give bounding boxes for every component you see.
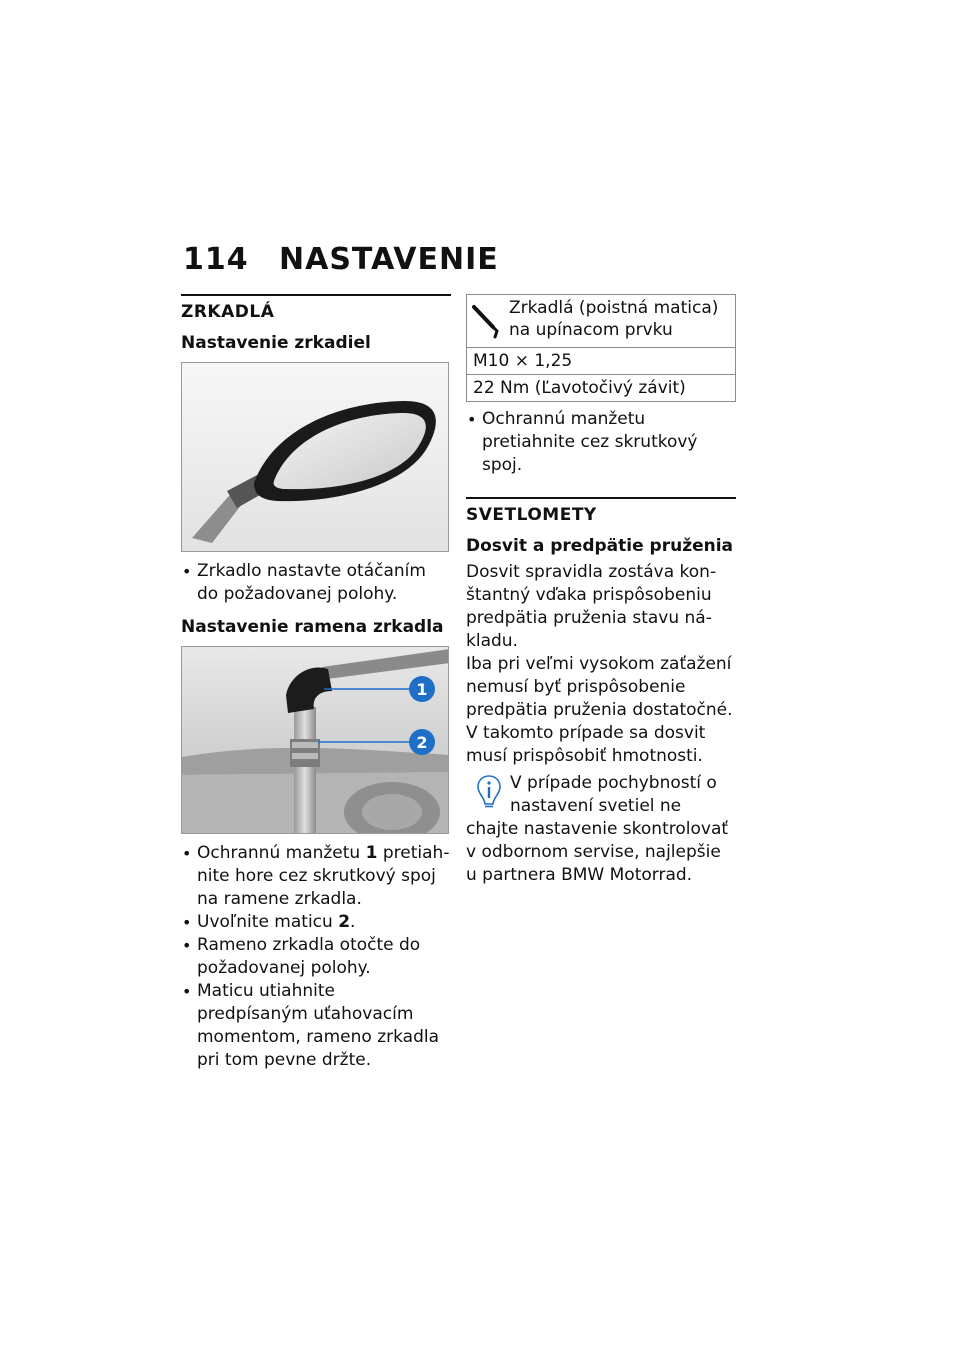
info-note <box>466 772 736 887</box>
note-lead-text: V prípade pochybností o nastavení svetiel ne <box>510 773 717 816</box>
callout-1-label: 1 <box>416 680 428 699</box>
mirror-arm-illustration <box>182 647 449 834</box>
spec-label: Zrkadlá (poistná matica) na upínacom prvku <box>505 295 736 348</box>
left-column <box>181 294 451 1082</box>
mirror-photo <box>181 362 449 552</box>
torque-spec-table <box>466 294 736 402</box>
section-title-mirrors: ZRKADLÁ <box>181 294 451 322</box>
page-number: 114 <box>183 242 249 277</box>
subtitle-mirror-adjust: Nastavenie zrkadiel <box>181 333 371 353</box>
page-header <box>183 242 499 277</box>
list-item: • Maticu utiahnite predpísaným uťahovacím momentom, rameno zrkadla pri tom pevne držte. <box>181 980 451 1072</box>
arm-adjust-steps <box>181 842 451 1072</box>
right-column <box>466 294 736 887</box>
mirror-illustration <box>182 363 449 552</box>
callout-2 <box>409 729 435 755</box>
paragraph-range-constant: Dosvit spravidla zostáva konštantný vďaka prispôsobeniu predpätia pruženia stavu nákladu. <box>466 562 717 651</box>
list-item: • Ochrannú manžetu pretiahnite cez skrutkový spoj. <box>466 408 736 477</box>
subtitle-headlight-range: Dosvit a predpätie pruženia <box>466 536 734 556</box>
spec-thread: M10 × 1,25 <box>467 348 736 375</box>
spec-torque: 22 Nm (Ľavotočivý závit) <box>467 375 736 402</box>
callout-1 <box>409 676 435 702</box>
note-body-text: chajte nastavenie skontrolovať v odbornom servise, najlepšie u partnera BMW Motorrad. <box>466 819 729 885</box>
callout-2-label: 2 <box>416 733 428 752</box>
spec-steps <box>466 408 736 477</box>
chapter-title: NASTAVENIE <box>279 242 499 277</box>
paragraph-range-heavy-load: Iba pri veľmi vysokom zaťažení nemusí byť prispôsobenie predpätia pruženia dostatočné. V takomto prípade sa dosvit musí prispôsobiť hmotnosti. <box>466 654 733 766</box>
list-item: • Rameno zrkadla otočte do požadovanej polohy. <box>181 934 451 980</box>
section-title-headlights: SVETLOMETY <box>466 497 736 525</box>
list-item: • Uvoľnite maticu 2. <box>181 911 451 934</box>
mirror-adjust-steps <box>181 560 451 606</box>
subtitle-arm-adjust: Nastavenie ramena zrkadla <box>181 617 444 637</box>
torque-wrench-icon <box>471 303 501 339</box>
info-icon <box>476 774 502 808</box>
list-item: • Ochrannú manžetu 1 pretiahnite hore cez skrutkový spoj na ramene zrkadla. <box>181 842 451 911</box>
list-item: • Zrkadlo nastavte otáčaním do požadovanej polohy. <box>181 560 451 606</box>
mirror-arm-photo <box>181 646 449 834</box>
